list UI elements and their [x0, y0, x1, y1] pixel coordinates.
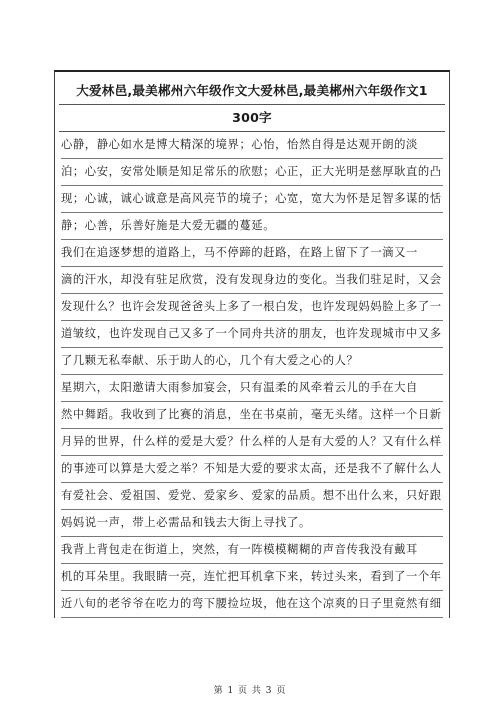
body-line: 的事迹可以算是大爱之举？不知是大爱的要求太高，还是我不了解什么人	[61, 456, 443, 483]
body-line: 然中舞蹈。我收到了比赛的消息，坐在书桌前，毫无头绪。这样一个日新	[61, 402, 443, 429]
body-line: 机的耳朵里。我眼睛一亮，连忙把耳机拿下来，转过头来，看到了一个年	[61, 564, 443, 591]
body-line: 发现什么？也许会发现爸爸头上多了一根白发，也许发现妈妈脸上多了一	[61, 294, 443, 321]
body-line: 月异的世界，什么样的爱是大爱？什么样的人是有大爱的人？又有什么样	[61, 429, 443, 456]
page-number-footer: 第 1 页 共 3 页	[213, 686, 287, 696]
essay-title	[55, 72, 449, 132]
body-line: 泊；心安，安常处顺是知足常乐的欣慰；心正，正大光明是慈厚耿直的凸	[61, 159, 443, 186]
body-line: 我们在追逐梦想的道路上，马不停蹄的赶路，在路上留下了一滴又一	[61, 240, 443, 267]
body-line: 近八旬的老爷爷在吃力的弯下腰捡垃圾，他在这个凉爽的日子里竟然有细	[61, 591, 443, 618]
title-line: 300字	[59, 105, 445, 132]
body-line: 滴的汗水，却没有驻足欣赏，没有发现身边的变化。当我们驻足时，又会	[61, 267, 443, 294]
body-line: 静；心善，乐善好施是大爱无疆的蔓延。	[61, 213, 443, 240]
essay-frame	[54, 70, 450, 618]
body-line: 我背上背包走在街道上，突然，有一阵模模糊糊的声音传我没有戴耳	[61, 537, 443, 564]
body-line: 有爱社会、爱祖国、爱党、爱家乡、爱家的品质。想不出什么来，只好跟	[61, 483, 443, 510]
essay-body	[55, 132, 449, 618]
body-line: 妈妈说一声，带上必需品和钱去大街上寻找了。	[61, 510, 443, 537]
body-line: 了几颗无私奉献、乐于助人的心，几个有大爱之心的人？	[61, 348, 443, 375]
body-line: 现；心诚，诚心诚意是高风亮节的境子；心宽，宽大为怀是足智多谋的恬	[61, 186, 443, 213]
body-line: 道皱纹，也许发现自己又多了一个同舟共济的朋友，也许发现城市中又多	[61, 321, 443, 348]
body-line: 星期六，太阳邀请大雨参加宴会，只有温柔的风牵着云儿的手在大自	[61, 375, 443, 402]
body-line: 心静，静心如水是博大精深的境界；心怡，怡然自得是达观开朗的淡	[61, 132, 443, 159]
title-line: 大爱林邑,最美郴州六年级作文大爱林邑,最美郴州六年级作文1	[59, 78, 445, 105]
